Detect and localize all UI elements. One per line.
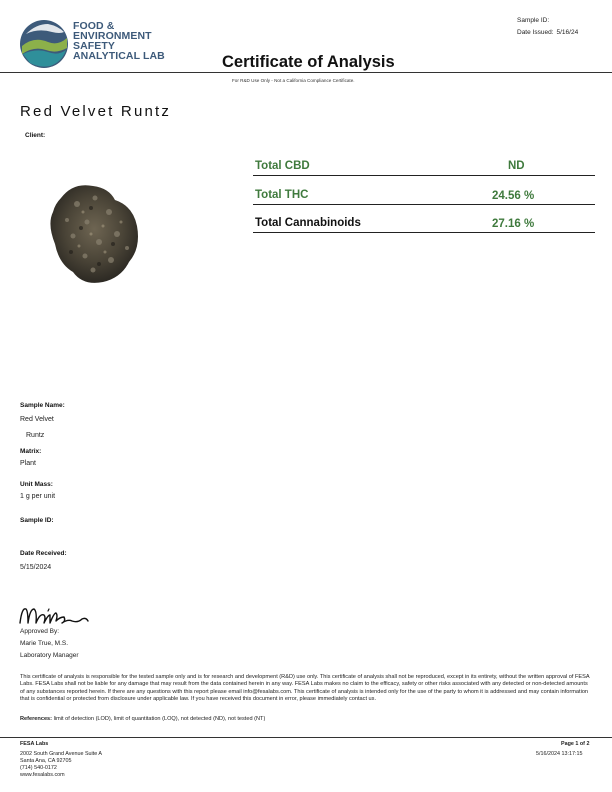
total-cannabinoids-value: 27.16 % — [492, 218, 535, 230]
unit-mass-value: 1 g per unit — [20, 493, 56, 500]
rd-disclaimer: For R&D Use Only - Not a California Compliance Certificate. — [232, 78, 355, 83]
product-name: Red Velvet Runtz — [20, 103, 172, 120]
references-text: limit of detection (LOD), limit of quantitation (LOQ), not detected (ND), not tested (NT) — [53, 716, 266, 722]
header-date-issued-label: Date Issued: — [517, 29, 554, 36]
header-sample-id — [517, 17, 552, 24]
logo-line-3: SAFETY — [73, 40, 116, 52]
footer-company: FESA Labs — [20, 741, 49, 747]
summary-divider-2 — [253, 204, 595, 205]
total-thc-value: 24.56 % — [492, 190, 535, 202]
matrix-label: Matrix: — [20, 448, 42, 455]
logo-line-1: FOOD & — [73, 20, 115, 32]
sample-id-label: Sample ID: — [20, 517, 54, 524]
signature-graphic — [18, 603, 90, 629]
header-date-issued-value: 5/16/24 — [556, 29, 579, 36]
approver-name: Marie True, M.S. — [20, 640, 69, 647]
date-received-value: 5/15/2024 — [20, 564, 52, 571]
header-sample-id-label: Sample ID: — [517, 17, 550, 24]
footer-address-line-2: Santa Ana, CA 92705 — [20, 758, 72, 764]
lab-logo-wordmark — [73, 21, 165, 61]
approver-title: Laboratory Manager — [20, 652, 79, 659]
total-cbd-label: Total CBD — [255, 160, 310, 172]
header-date-issued — [517, 29, 578, 36]
sample-name-line-1: Red Velvet — [20, 416, 54, 423]
total-thc-label: Total THC — [255, 189, 309, 201]
footer-website[interactable]: www.fesalabs.com — [20, 772, 65, 778]
approved-by-label: Approved By: — [20, 628, 60, 635]
sample-name-label: Sample Name: — [20, 402, 65, 409]
manager-signature — [18, 603, 90, 629]
total-cannabinoids-label: Total Cannabinoids — [255, 217, 361, 229]
logo-line-4: ANALYTICAL LAB — [73, 50, 165, 62]
logo-line-2: ENVIRONMENT — [73, 30, 152, 42]
legal-disclaimer: This certificate of analysis is responsible for the tested sample only and is for research and development (R&D) use only. This certificate of analysis shall not be reproduced, except in its entirety, without the written approval of FESA Labs. FESA Labs shall not be liable for any damage that may result from the data contained herein in any way. FESA Labs makes no claim to the efficacy, safety or other risks associated with any detected or non-detected amounts of any substances reported herein. If there are any questions with this report please email info@fesalabs.com. This certificate of analysis is intended only for the use of the party to whom it is addressed and may contain information that is confidential or protected from disclosure under applicable law. If you have received this document in error, please immediately contact us. — [20, 674, 590, 702]
matrix-value: Plant — [20, 460, 36, 467]
page-number: Page 1 of 2 — [561, 741, 590, 747]
lab-logo — [18, 18, 168, 70]
summary-divider-3 — [253, 232, 595, 233]
footer-timestamp: 5/16/2024 13:17:15 — [536, 751, 583, 757]
total-cbd-value: ND — [508, 160, 525, 172]
client-label: Client: — [25, 132, 46, 139]
footer-phone: (714) 540-0172 — [20, 765, 57, 771]
unit-mass-label: Unit Mass: — [20, 481, 53, 488]
references — [20, 716, 265, 722]
product-photo — [43, 178, 143, 288]
date-received-label: Date Received: — [20, 550, 67, 557]
sample-name-line-2: Runtz — [26, 432, 45, 439]
summary-divider-1 — [253, 175, 595, 176]
references-label: References: — [20, 716, 53, 722]
lab-logo-icon — [18, 18, 70, 70]
page-title: Certificate of Analysis — [222, 53, 395, 71]
footer-address-line-1: 2002 South Grand Avenue Suite A — [20, 751, 103, 757]
footer-divider — [0, 737, 612, 738]
cannabis-bud-image — [43, 178, 143, 288]
header-divider — [0, 72, 612, 73]
